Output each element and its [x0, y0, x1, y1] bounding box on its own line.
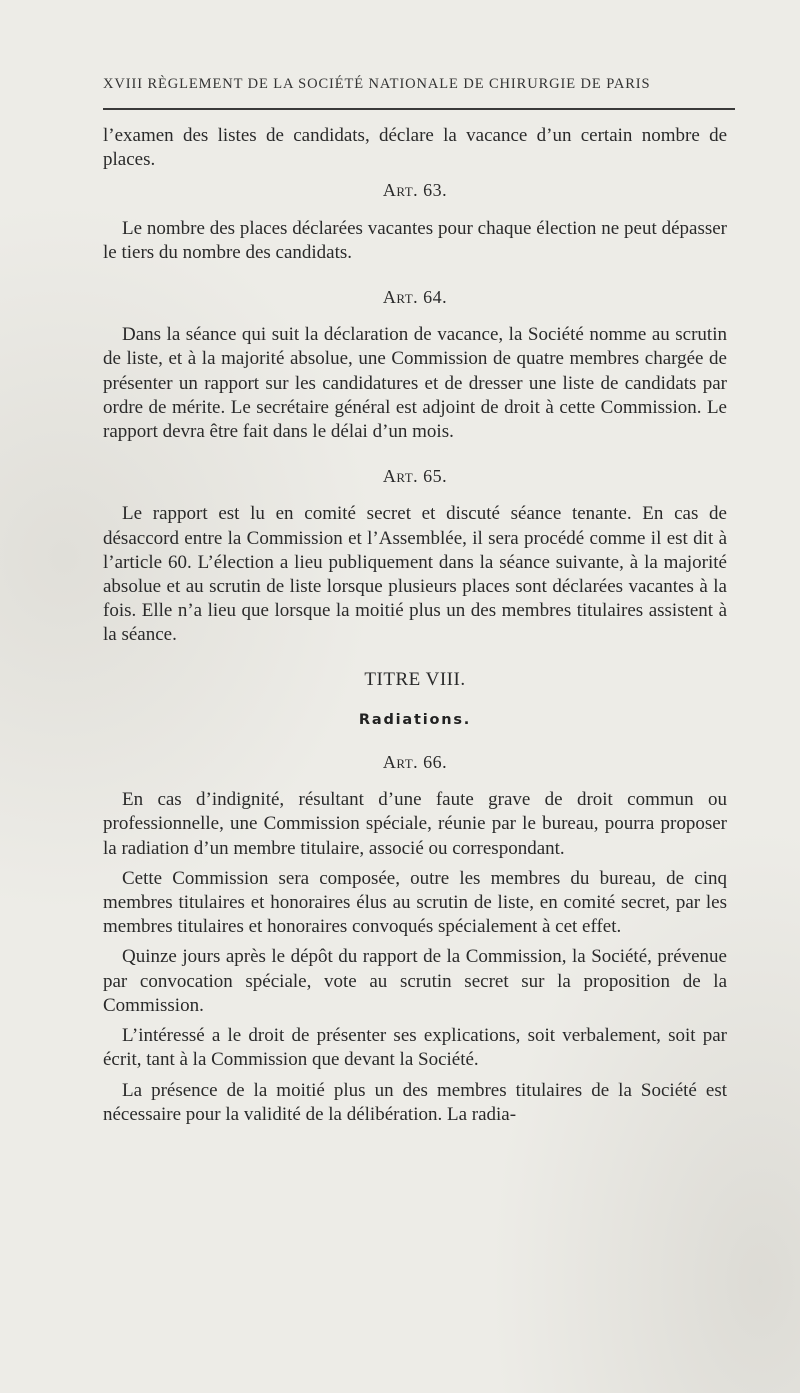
article-66-paragraph-5: La présence de la moitié plus un des membres titulaires de la Société est nécessaire pour la validité de la délibération. La radia- — [103, 1079, 727, 1125]
article-66-paragraph-4: L’intéressé a le droit de présenter ses explications, soit verbalement, soit par écrit, tant à la Commission que devant la Société. — [103, 1025, 727, 1071]
header-rule — [103, 108, 735, 110]
body-text — [103, 124, 727, 1127]
article-66-paragraph-3: Quinze jours après le dépôt du rapport de la Commission, la Société, prévenue par convocation spéciale, vote au scrutin secret sur la proposition de la Commission. — [103, 946, 727, 1016]
article-66-paragraph-2: Cette Commission sera composée, outre les membres du bureau, de cinq membres titulaires et honoraires élus au scrutin de liste, en comité secret, par les membres titulaires et honoraires convoqués spécialement à cet effet. — [103, 867, 727, 938]
article-63-paragraph: Le nombre des places déclarées vacantes pour chaque élection ne peut dépasser le tiers du nombre des candidats. — [103, 217, 727, 263]
article-64-heading: Art. 64. — [382, 287, 448, 308]
titre-heading: TITRE VIII. — [364, 668, 466, 690]
section-title: Radiations. — [358, 711, 472, 728]
article-65-paragraph: Le rapport est lu en comité secret et discuté séance tenante. En cas de désaccord entre la Commission et l’Assemblée, il sera procédé comme il est dit à l’article 60. L’élection a lieu publiquement dans la séance suivante, à la majorité absolue et au scrutin de liste lorsque plusieurs places sont déclarées vacantes à la fois. Elle n’a lieu que lorsque la moitié plus un des membres titulaires assistent à la séance. — [103, 503, 727, 646]
article-65-heading: Art. 65. — [382, 466, 448, 487]
article-63-heading: Art. 63. — [382, 180, 448, 201]
article-66-paragraph-1: En cas d’indignité, résultant d’une faute grave de droit commun ou professionnelle, une Commission spéciale, réunie par le bureau, pourra proposer la radiation d’un membre titulaire, associé ou correspondant. — [103, 789, 727, 859]
article-66-heading: Art. 66. — [382, 752, 448, 773]
article-64-paragraph: Dans la séance qui suit la déclaration de vacance, la Société nomme au scrutin de liste, et à la majorité absolue, une Commission de quatre membres chargée de présenter un rapport sur les candidatures et de dresser une liste de candidats par ordre de mérite. Le secrétaire général est adjoint de droit à cette Commission. Le rapport devra être fait dans le délai d’un mois. — [103, 324, 727, 443]
continuation-paragraph: l’examen des listes de candidats, déclare la vacance d’un certain nombre de places. — [103, 125, 727, 171]
running-head: XVIII RÈGLEMENT DE LA SOCIÉTÉ NATIONALE DE CHIRURGIE DE PARIS — [103, 76, 651, 92]
